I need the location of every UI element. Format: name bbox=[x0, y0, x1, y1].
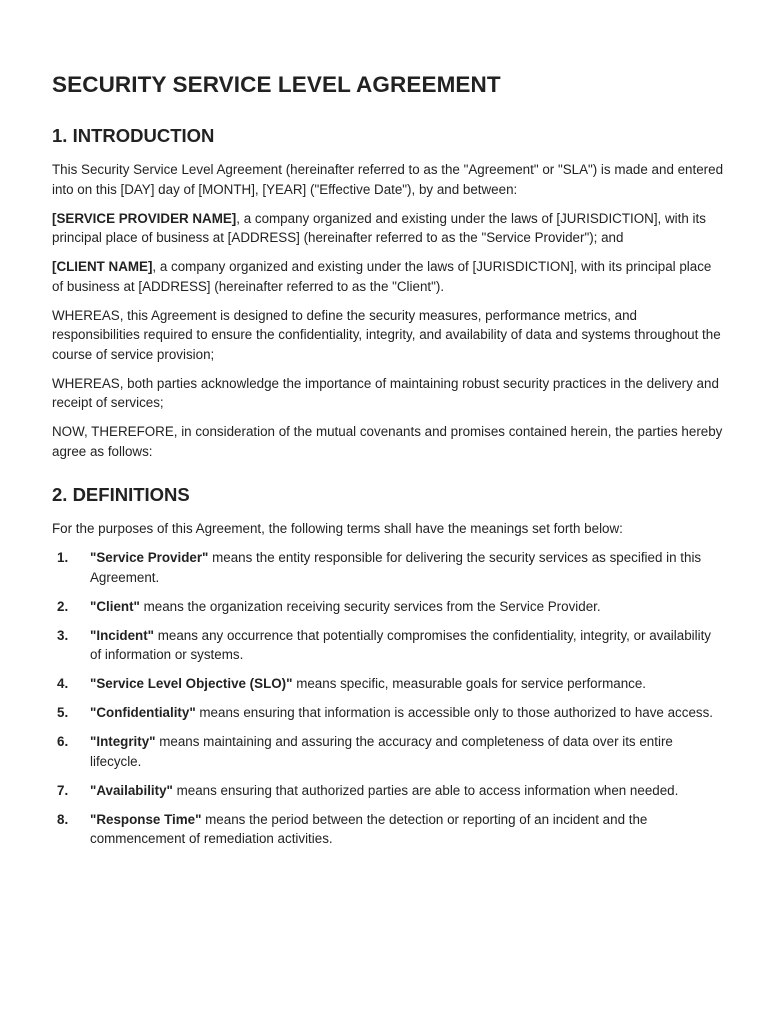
provider-paragraph bbox=[52, 209, 724, 248]
definition-item bbox=[52, 781, 724, 801]
provider-description: , a company organized and existing under the laws of [JURISDICTION], with its principal place of business at [ADDRESS] (hereinafter referred to as the "Service Provider"); and bbox=[52, 210, 706, 245]
introduction-heading: 1. INTRODUCTION bbox=[52, 125, 215, 146]
intro-paragraph: This Security Service Level Agreement (hereinafter referred to as the "Agreement" or "SLA") is made and entered into on this [DAY] day of [MONTH], [YEAR] ("Effective Date"), by and between: bbox=[52, 162, 724, 197]
definition-text: means ensuring that information is accessible only to those authorized to have access. bbox=[195, 705, 713, 720]
definition-text: means the organization receiving security services from the Service Provider. bbox=[139, 598, 601, 614]
definition-term: "Availability" bbox=[90, 782, 173, 798]
definition-item bbox=[52, 674, 724, 694]
definition-item bbox=[52, 732, 724, 771]
definition-text: means any occurrence that potentially compromises the confidentiality, integrity, or availability of information or systems. bbox=[90, 627, 711, 662]
definition-number: 6. bbox=[57, 734, 69, 749]
definitions-section bbox=[52, 483, 724, 849]
client-paragraph bbox=[52, 257, 724, 296]
definition-number: 2. bbox=[57, 598, 69, 614]
definition-number: 3. bbox=[57, 627, 69, 643]
definition-term: "Confidentiality" bbox=[90, 705, 196, 720]
client-name: [CLIENT NAME] bbox=[52, 259, 153, 274]
document-page bbox=[52, 70, 724, 858]
therefore-paragraph: NOW, THEREFORE, in consideration of the mutual covenants and promises contained herein, the parties hereby agree as follows: bbox=[52, 424, 723, 459]
definitions-heading: 2. DEFINITIONS bbox=[52, 484, 190, 505]
definition-item bbox=[52, 597, 724, 617]
definition-item bbox=[52, 703, 724, 723]
definition-term: "Incident" bbox=[90, 627, 155, 643]
document-title: SECURITY SERVICE LEVEL AGREEMENT bbox=[52, 72, 501, 97]
definition-term: "Client" bbox=[90, 598, 140, 614]
definition-text: means ensuring that authorized parties are able to access information when needed. bbox=[172, 782, 679, 798]
client-description: , a company organized and existing under the laws of [JURISDICTION], with its principal place of business at [ADDRESS] (hereinafter referred to as the "Client"). bbox=[52, 259, 712, 294]
definition-text: means the period between the detection or reporting of an incident and the commencement of remediation activities. bbox=[90, 811, 648, 846]
introduction-section bbox=[52, 124, 724, 461]
definition-term: "Service Provider" bbox=[90, 550, 209, 565]
provider-name: [SERVICE PROVIDER NAME] bbox=[52, 210, 237, 226]
definition-number: 4. bbox=[57, 676, 69, 691]
whereas-paragraph-2: WHEREAS, both parties acknowledge the importance of maintaining robust security practices in the delivery and receipt of services; bbox=[52, 375, 719, 410]
definition-item bbox=[52, 810, 724, 849]
definition-number: 7. bbox=[57, 782, 69, 798]
definitions-lead: For the purposes of this Agreement, the following terms shall have the meanings set forth below: bbox=[52, 521, 623, 536]
definition-number: 8. bbox=[57, 811, 69, 827]
definition-term: "Integrity" bbox=[90, 734, 156, 749]
definition-item bbox=[52, 548, 724, 587]
definition-number: 1. bbox=[57, 550, 69, 565]
definition-text: means specific, measurable goals for service performance. bbox=[292, 676, 647, 691]
definitions-list bbox=[52, 548, 724, 849]
whereas-paragraph-1: WHEREAS, this Agreement is designed to define the security measures, performance metrics, and responsibilities required to ensure the confidentiality, integrity, and availability of data and systems throughout the course of service provision; bbox=[52, 307, 721, 362]
definition-text: means the entity responsible for delivering the security services as specified in this Agreement. bbox=[90, 550, 702, 585]
definition-text: means maintaining and assuring the accuracy and completeness of data over its entire lifecycle. bbox=[90, 734, 673, 769]
definition-term: "Response Time" bbox=[90, 811, 202, 827]
definition-number: 5. bbox=[57, 705, 69, 720]
definition-item bbox=[52, 626, 724, 665]
definition-term: "Service Level Objective (SLO)" bbox=[90, 676, 293, 691]
